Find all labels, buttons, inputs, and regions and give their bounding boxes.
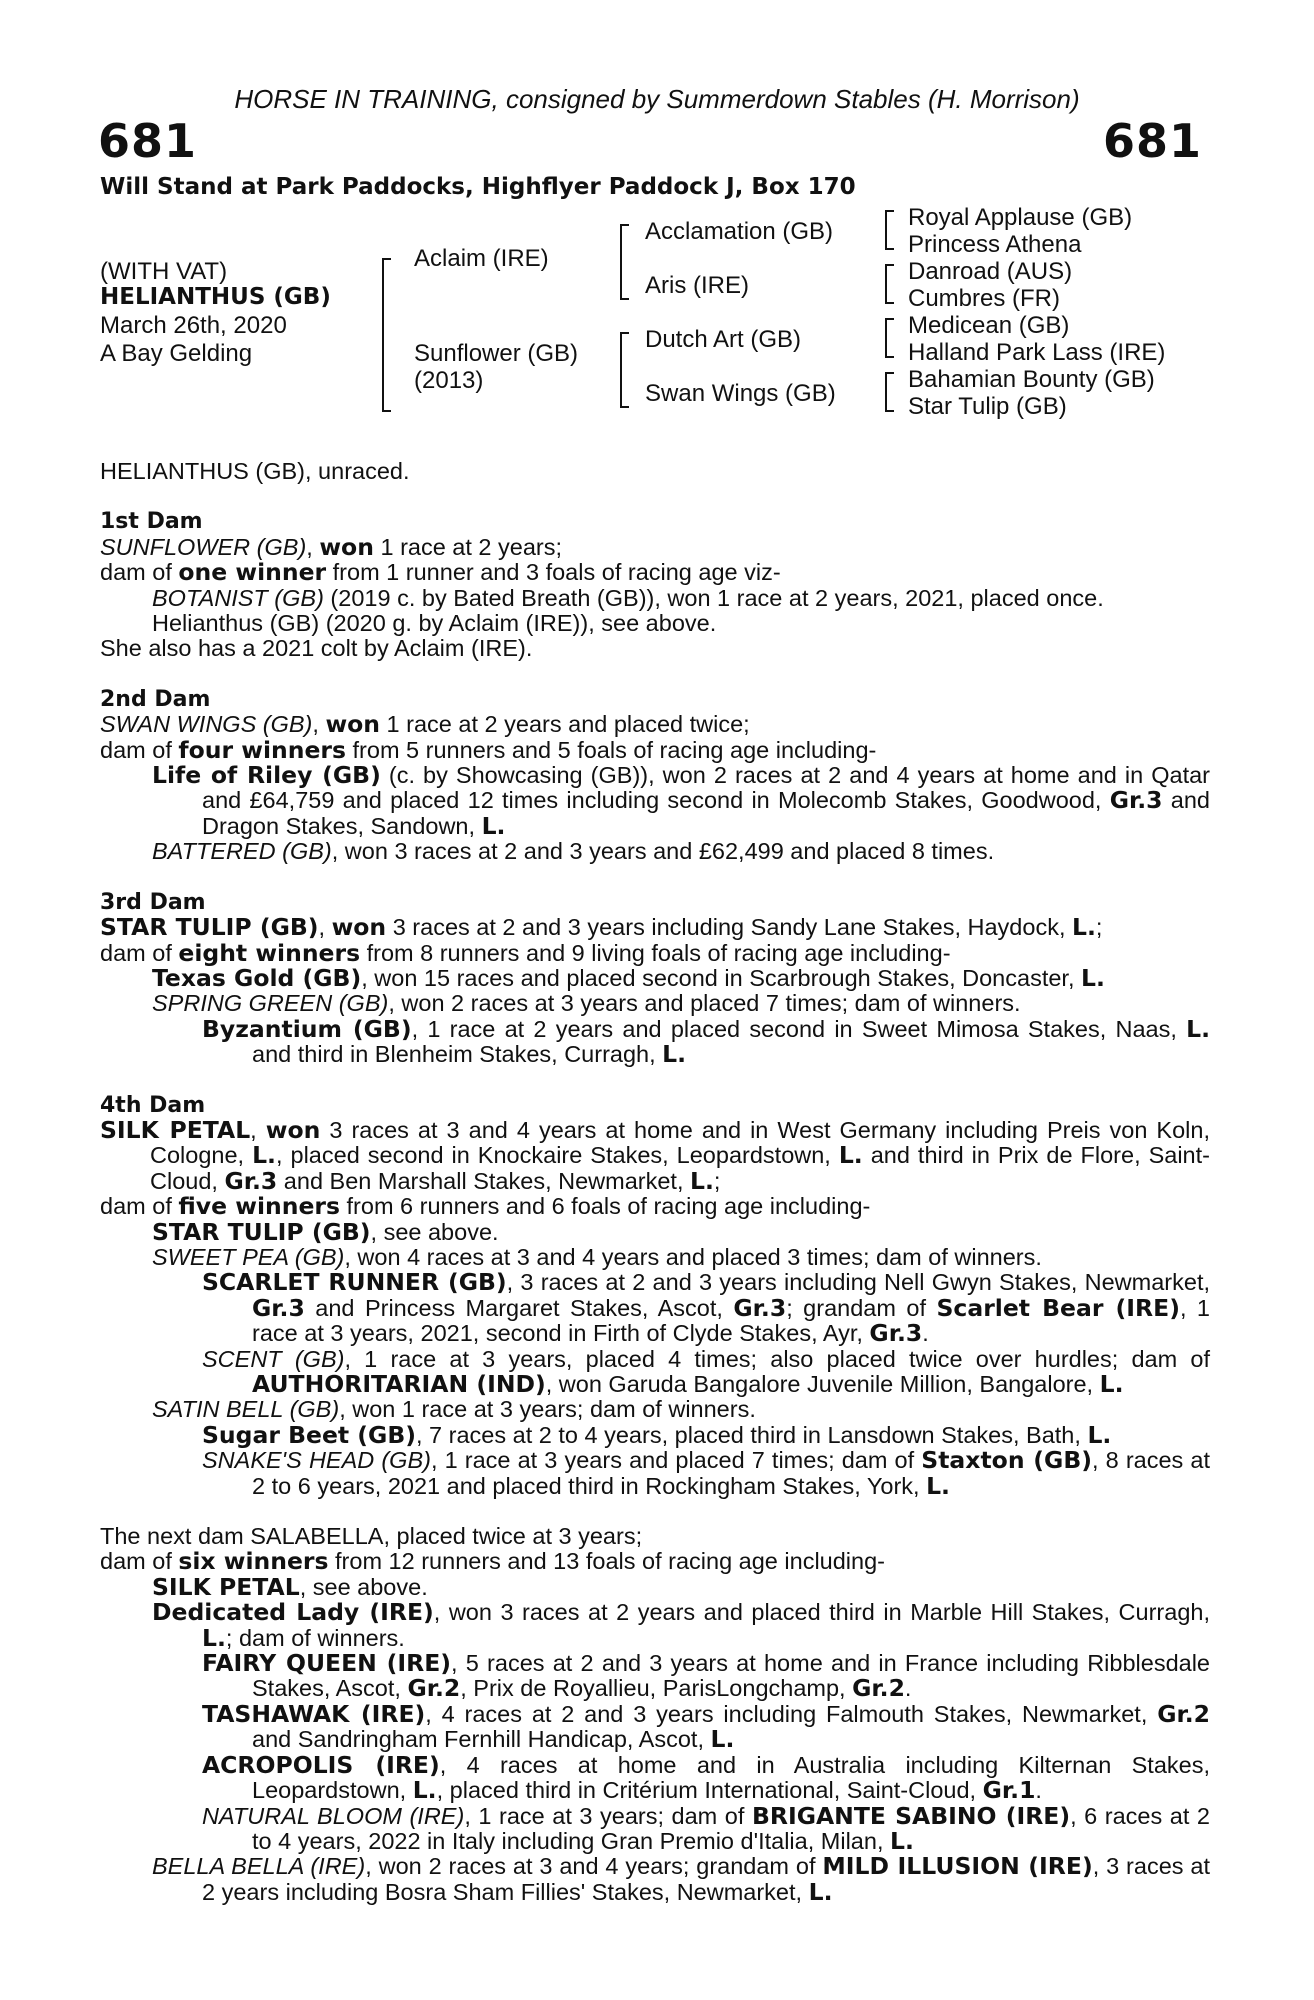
sire-sire: Acclamation (GB): [645, 218, 834, 245]
dam4-progeny-1: STAR TULIP (GB), see above.: [152, 1217, 499, 1246]
pedigree-notes: [100, 459, 1210, 1905]
dam3-heading: 3rd Dam: [100, 889, 206, 915]
gg-5: Medicean (GB): [908, 312, 1070, 339]
gg-8: Star Tulip (GB): [908, 393, 1067, 420]
dam4-progeny-7: SNAKE'S HEAD (GB), 1 race at 3 years and placed 7 times; dam of Staxton (GB), 8 races at 2 to 6 years, 2021 and placed third in Rockingham Stakes, York, L.: [202, 1446, 1210, 1500]
dam1-heading: 1st Dam: [100, 509, 203, 535]
next-dam-line: The next dam SALABELLA, placed twice at 3 years;: [100, 1523, 643, 1550]
dam-dam: Swan Wings (GB): [645, 380, 836, 407]
dam-sire: Dutch Art (GB): [645, 326, 802, 353]
dam4-progeny-4: SCENT (GB), 1 race at 3 years, placed 4 times; also placed twice over hurdles; dam of AUTHORITARIAN (IND), won Garuda Bangalore Juvenile Million, Bangalore, L.: [202, 1345, 1210, 1398]
dam-name: Sunflower (GB): [414, 340, 579, 367]
horse-name: HELIANTHUS (GB): [100, 284, 331, 310]
dam1-progeny-1: BOTANIST (GB) (2019 c. by Bated Breath (GB)), won 1 race at 2 years, 2021, placed once.: [152, 584, 1104, 611]
dam4-heading: 4th Dam: [100, 1092, 206, 1118]
next-dam-progeny-6: NATURAL BLOOM (IRE), 1 race at 3 years; dam of BRIGANTE SABINO (IRE), 6 races at 2 to 4 years, 2022 in Italy including Gran Premio d'Italia, Milan, L.: [202, 1801, 1210, 1855]
dam4-production: dam of five winners from 6 runners and 6 foals of racing age including-: [100, 1192, 871, 1221]
stand-info: Will Stand at Park Paddocks, Highflyer Paddock J, Box 170: [100, 174, 856, 200]
gg-brace-4: [885, 372, 894, 412]
unraced-line: HELIANTHUS (GB), unraced.: [100, 458, 410, 484]
next-dam-progeny-2: Dedicated Lady (IRE), won 3 races at 2 years and placed third in Marble Hill Stakes, Curragh, L.; dam of winners.: [152, 1598, 1210, 1652]
dam4-progeny-6: Sugar Beet (GB), 7 races at 2 to 4 years, placed third in Lansdown Stakes, Bath, L.: [202, 1420, 1112, 1449]
gg-3: Danroad (AUS): [908, 258, 1073, 285]
dam1-production: dam of one winner from 1 runner and 3 foals of racing age viz-: [100, 558, 781, 587]
lot-number-right: 681: [1102, 114, 1202, 168]
dam-year: (2013): [414, 367, 484, 394]
gg-4: Cumbres (FR): [908, 285, 1061, 312]
gg-1: Royal Applause (GB): [908, 204, 1133, 231]
consignor-header: HORSE IN TRAINING, consigned by Summerdown Stables (H. Morrison): [234, 84, 1080, 114]
dam1-note: She also has a 2021 colt by Aclaim (IRE).: [100, 635, 533, 662]
dam3-progeny-2: SPRING GREEN (GB), won 2 races at 3 years and placed 7 times; dam of winners.: [152, 990, 1021, 1017]
dam3-production: dam of eight winners from 8 runners and 9 living foals of racing age including-: [100, 938, 951, 967]
next-dam-progeny-5: ACROPOLIS (IRE), 4 races at home and in Australia including Kilternan Stakes, Leopardstown, L., placed third in Critérium International, Saint-Cloud, Gr.1.: [202, 1750, 1210, 1805]
next-dam-progeny-4: TASHAWAK (IRE), 4 races at 2 and 3 years including Falmouth Stakes, Newmarket, Gr.2 and Sandringham Fernhill Handicap, Ascot, L.: [202, 1699, 1211, 1754]
dam4-record: SILK PETAL, won 3 races at 3 and 4 years at home and in West Germany including Preis von Koln, Cologne, L., placed second in Knockaire Stakes, Leopardstown, L. and third in Prix de Flore, Saint-Cloud, Gr.3 and Ben Marshall Stakes, Newmarket, L.;: [100, 1115, 1210, 1195]
dam2-progeny-2: BATTERED (GB), won 3 races at 2 and 3 years and £62,499 and placed 8 times.: [152, 838, 995, 865]
sire-name: Aclaim (IRE): [414, 245, 549, 272]
dam1-record: SUNFLOWER (GB), won 1 race at 2 years;: [100, 532, 563, 561]
vat-label: (WITH VAT): [100, 258, 228, 285]
gg-6: Halland Park Lass (IRE): [908, 339, 1166, 366]
next-dam-progeny-7: BELLA BELLA (IRE), won 2 races at 3 and 4 years; grandam of MILD ILLUSION (IRE), 3 races at 2 years including Bosra Sham Fillies' Stakes, Newmarket, L.: [152, 1852, 1210, 1906]
pedigree-brace: [382, 258, 391, 412]
sire-dam: Aris (IRE): [645, 272, 749, 299]
dam2-production: dam of four winners from 5 runners and 5 foals of racing age including-: [100, 735, 877, 764]
dam4-progeny-2: SWEET PEA (GB), won 4 races at 3 and 4 years and placed 3 times; dam of winners.: [152, 1243, 1042, 1270]
gg-2: Princess Athena: [908, 231, 1082, 258]
dam3-record: STAR TULIP (GB), won 3 races at 2 and 3 years including Sandy Lane Stakes, Haydock, L.;: [100, 913, 1103, 942]
dam4-progeny-3: SCARLET RUNNER (GB), 3 races at 2 and 3 years including Nell Gwyn Stakes, Newmarket, Gr.3 and Princess Margaret Stakes, Ascot, Gr.3; grandam of Scarlet Bear (IRE), 1 race at 3 years, 2021, second in Firth of Clyde Stakes, Ayr, Gr.3.: [202, 1268, 1211, 1348]
gg-brace-1: [885, 210, 894, 250]
gg-7: Bahamian Bounty (GB): [908, 366, 1155, 393]
dam3-progeny-3: Byzantium (GB), 1 race at 2 years and placed second in Sweet Mimosa Stakes, Naas, L. and third in Blenheim Stakes, Curragh, L.: [202, 1014, 1211, 1069]
sire-brace: [620, 224, 629, 300]
dam2-progeny-1: Life of Riley (GB) (c. by Showcasing (GB)), won 2 races at 2 and 4 years at home and in Qatar and £64,759 and placed 12 times including second in Molecomb Stakes, Goodwood, Gr.3 and Dragon Stakes, Sandown, L.: [152, 761, 1211, 840]
next-dam-production: dam of six winners from 12 runners and 13 foals of racing age including-: [100, 1547, 885, 1576]
next-dam-progeny-1: SILK PETAL, see above.: [152, 1572, 428, 1601]
dam-brace: [620, 332, 629, 408]
next-dam-progeny-3: FAIRY QUEEN (IRE), 5 races at 2 and 3 years at home and in France including Ribblesdale Stakes, Ascot, Gr.2, Prix de Royallieu, ParisLongchamp, Gr.2.: [202, 1649, 1211, 1703]
gg-brace-2: [885, 264, 894, 304]
dam2-heading: 2nd Dam: [100, 686, 211, 712]
dam4-progeny-5: SATIN BELL (GB), won 1 race at 3 years; dam of winners.: [152, 1396, 756, 1423]
gg-brace-3: [885, 318, 894, 358]
lot-number-left: 681: [98, 114, 198, 168]
dam3-progeny-1: Texas Gold (GB), won 15 races and placed second in Scarbrough Stakes, Doncaster, L.: [152, 963, 1105, 992]
horse-description: A Bay Gelding: [100, 340, 253, 367]
dam2-record: SWAN WINGS (GB), won 1 race at 2 years and placed twice;: [100, 710, 750, 739]
foaled-date: March 26th, 2020: [100, 312, 287, 339]
dam1-progeny-2: Helianthus (GB) (2020 g. by Aclaim (IRE)), see above.: [152, 610, 717, 637]
